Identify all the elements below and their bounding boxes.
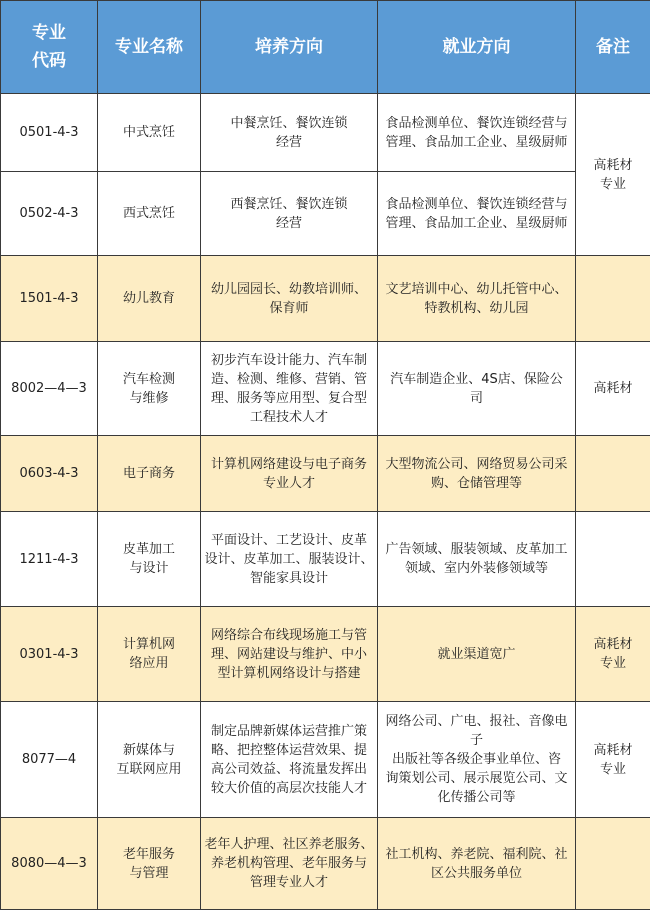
cell-remarks: 高耗材 xyxy=(576,342,650,436)
cell-code: 0501-4-3 xyxy=(1,94,98,172)
table-row xyxy=(1,702,650,818)
cell-employment: 就业渠道宽广 xyxy=(378,607,576,702)
cell-name: 新媒体与 互联网应用 xyxy=(98,702,201,818)
cell-code: 1501-4-3 xyxy=(1,256,98,342)
cell-name: 老年服务 与管理 xyxy=(98,818,201,910)
header-employment: 就业方向 xyxy=(378,1,576,94)
cell-name: 中式烹饪 xyxy=(98,94,201,172)
cell-training: 初步汽车设计能力、汽车制 造、检测、维修、营销、管 理、服务等应用型、复合型 工程技术人才 xyxy=(201,342,378,436)
cell-remarks-merged: 高耗材 专业 xyxy=(576,94,650,256)
table-row xyxy=(1,172,650,256)
cell-name: 幼儿教育 xyxy=(98,256,201,342)
table-row xyxy=(1,436,650,512)
cell-employment: 大型物流公司、网络贸易公司采 购、仓储管理等 xyxy=(378,436,576,512)
cell-name: 皮革加工 与设计 xyxy=(98,512,201,607)
cell-training: 计算机网络建设与电子商务 专业人才 xyxy=(201,436,378,512)
table-row xyxy=(1,607,650,702)
cell-code: 0502-4-3 xyxy=(1,172,98,256)
cell-name: 电子商务 xyxy=(98,436,201,512)
cell-training: 西餐烹饪、餐饮连锁 经营 xyxy=(201,172,378,256)
cell-employment: 广告领域、服装领域、皮革加工 领域、室内外装修领域等 xyxy=(378,512,576,607)
header-name: 专业名称 xyxy=(98,1,201,94)
cell-remarks xyxy=(576,818,650,910)
cell-code: 1211-4-3 xyxy=(1,512,98,607)
cell-employment: 食品检测单位、餐饮连锁经营与 管理、食品加工企业、星级厨师 xyxy=(378,94,576,172)
cell-code: 8077—4 xyxy=(1,702,98,818)
cell-training: 网络综合布线现场施工与管 理、网站建设与维护、中小 型计算机网络设计与搭建 xyxy=(201,607,378,702)
table-row xyxy=(1,512,650,607)
header-training: 培养方向 xyxy=(201,1,378,94)
cell-remarks xyxy=(576,256,650,342)
table-row xyxy=(1,94,650,172)
header-row xyxy=(1,1,650,94)
cell-remarks: 高耗材 专业 xyxy=(576,702,650,818)
table-row xyxy=(1,818,650,910)
cell-training: 幼儿园园长、幼教培训师、 保育师 xyxy=(201,256,378,342)
cell-employment: 网络公司、广电、报社、音像电子 出版社等各级企事业单位、咨 询策划公司、展示展览公司、文 化传播公司等 xyxy=(378,702,576,818)
table-row xyxy=(1,342,650,436)
cell-code: 0603-4-3 xyxy=(1,436,98,512)
header-remarks: 备注 xyxy=(576,1,650,94)
cell-employment: 社工机构、养老院、福利院、社 区公共服务单位 xyxy=(378,818,576,910)
cell-employment: 食品检测单位、餐饮连锁经营与 管理、食品加工企业、星级厨师 xyxy=(378,172,576,256)
header-code: 专业 代码 xyxy=(1,1,98,94)
cell-code: 8080—4—3 xyxy=(1,818,98,910)
cell-training: 平面设计、工艺设计、皮革 设计、皮革加工、服装设计、 智能家具设计 xyxy=(201,512,378,607)
cell-code: 8002—4—3 xyxy=(1,342,98,436)
cell-name: 汽车检测 与维修 xyxy=(98,342,201,436)
cell-name: 计算机网 络应用 xyxy=(98,607,201,702)
cell-training: 老年人护理、社区养老服务、 养老机构管理、老年服务与 管理专业人才 xyxy=(201,818,378,910)
cell-name: 西式烹饪 xyxy=(98,172,201,256)
cell-remarks xyxy=(576,512,650,607)
cell-employment: 汽车制造企业、4S店、保险公 司 xyxy=(378,342,576,436)
cell-training: 中餐烹饪、餐饮连锁 经营 xyxy=(201,94,378,172)
cell-code: 0301-4-3 xyxy=(1,607,98,702)
cell-training: 制定品牌新媒体运营推广策 略、把控整体运营效果、提 高公司效益、将流量发挥出 较大价值的高层次技能人才 xyxy=(201,702,378,818)
cell-remarks: 高耗材 专业 xyxy=(576,607,650,702)
table-row xyxy=(1,256,650,342)
cell-remarks xyxy=(576,436,650,512)
cell-employment: 文艺培训中心、幼儿托管中心、 特教机构、幼儿园 xyxy=(378,256,576,342)
